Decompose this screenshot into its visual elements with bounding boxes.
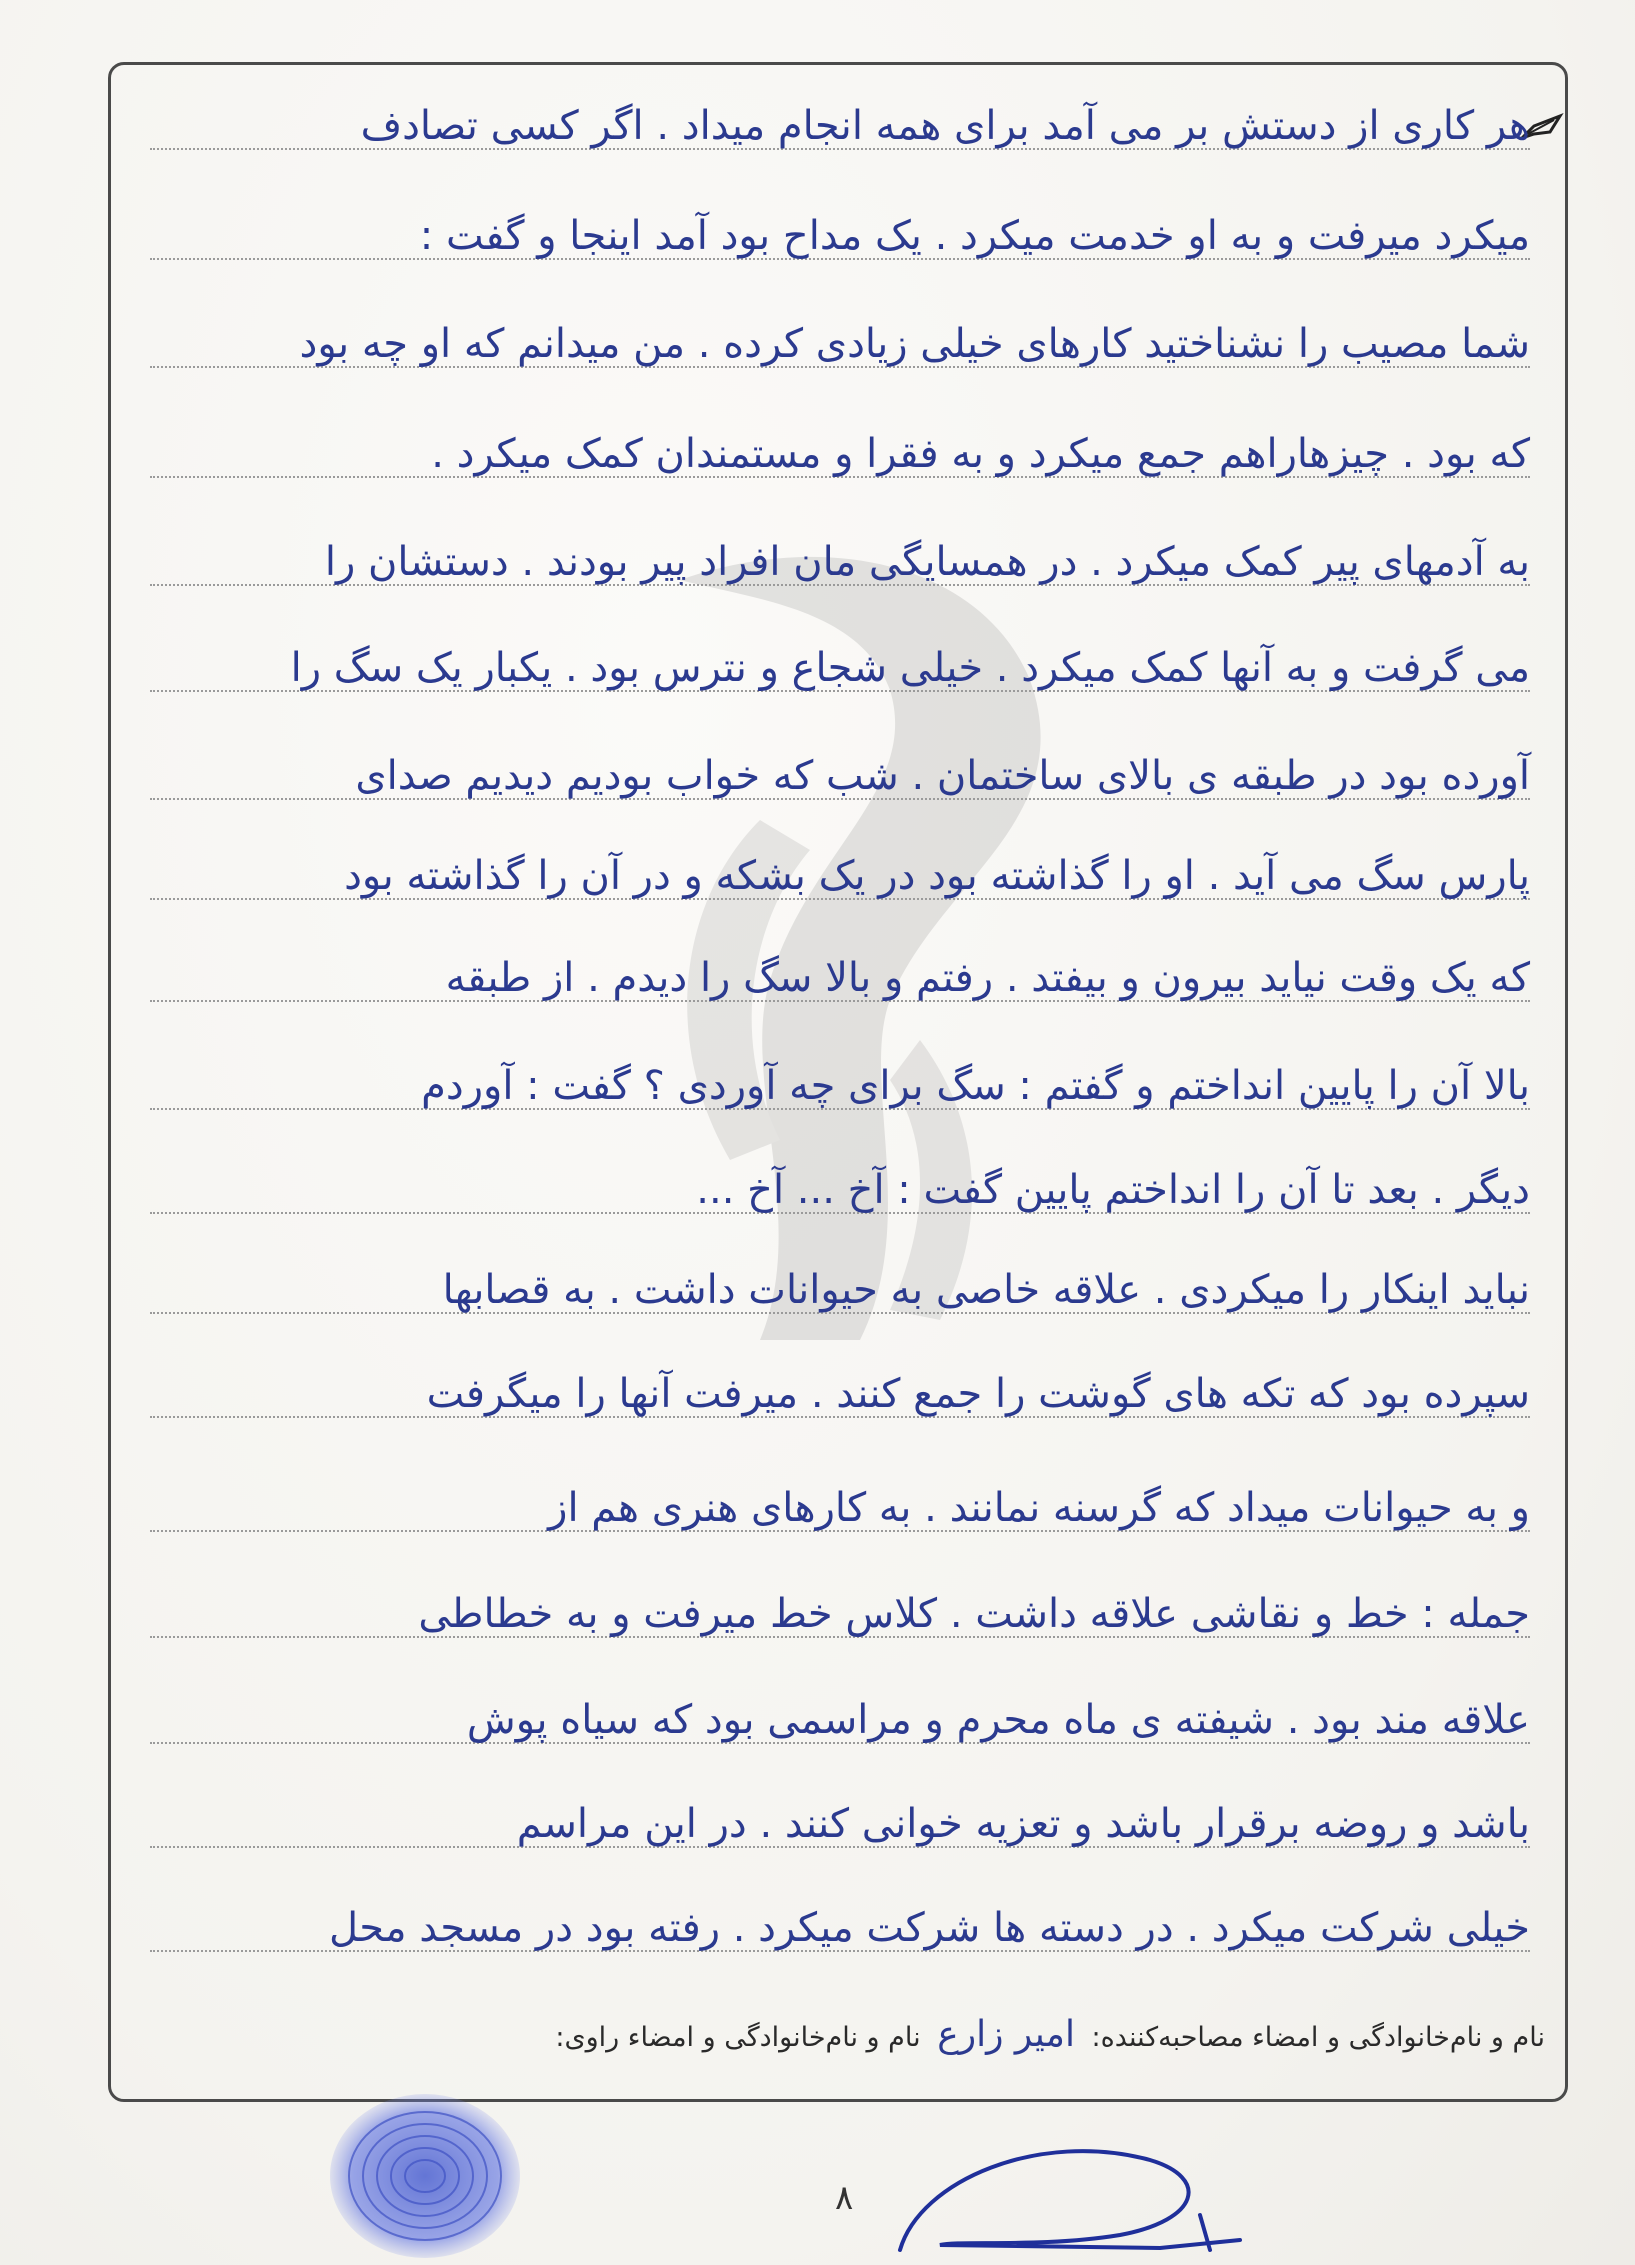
handwritten-line-2: میکرد میرفت و به او خدمت میکرد . یک مداح بود آمد اینجا و گفت : xyxy=(419,213,1530,259)
signature-scribble xyxy=(880,2120,1280,2265)
handwritten-line-11: دیگر . بعد تا آن را انداختم پایین گفت : آخ ... آخ ... xyxy=(696,1167,1530,1213)
handwritten-line-7: آورده بود در طبقه ی بالای ساختمان . شب که خواب بودیم دیدیم صدای xyxy=(355,753,1530,799)
handwritten-line-18: خیلی شرکت میکرد . در دسته ها شرکت میکرد . رفته بود در مسجد محل xyxy=(329,1905,1530,1951)
interviewer-name: امیر زارع xyxy=(937,2014,1075,2055)
page-number: ۸ xyxy=(835,2178,854,2218)
handwritten-line-10: بالا آن را پایین انداختم و گفتم : سگ برای چه آوردی ؟ گفت : آوردم xyxy=(421,1063,1530,1109)
handwritten-line-8: پارس سگ می آید . او را گذاشته بود در یک بشکه و در آن را گذاشته بود xyxy=(344,853,1530,899)
handwritten-line-4: که بود . چیزهاراهم جمع میکرد و به فقرا و مستمندان کمک میکرد . xyxy=(431,431,1530,477)
footer-signature-labels xyxy=(555,2014,1545,2055)
handwritten-line-12: نباید اینکار را میکردی . علاقه خاصی به حیوانات داشت . به قصابها xyxy=(442,1267,1530,1313)
handwritten-line-6: می گرفت و به آنها کمک میکرد . خیلی شجاع و نترس بود . یکبار یک سگ را xyxy=(290,645,1530,691)
handwritten-line-3: شما مصیب را نشناختید کارهای خیلی زیادی کرده . من میدانم که او چه بود xyxy=(299,321,1530,367)
handwritten-line-15: جمله : خط و نقاشی علاقه داشت . کلاس خط میرفت و به خطاطی xyxy=(418,1591,1530,1637)
handwritten-line-16: علاقه مند بود . شیفته ی ماه محرم و مراسمی بود که سیاه پوش xyxy=(466,1697,1530,1743)
narrator-label: نام و نام‌خانوادگی و امضاء راوی: xyxy=(555,2022,921,2053)
handwritten-line-13: سپرده بود که تکه های گوشت را جمع کنند . میرفت آنها را میگرفت xyxy=(426,1371,1530,1417)
handwritten-line-9: که یک وقت نیاید بیرون و بیفتد . رفتم و بالا سگ را دیدم . از طبقه xyxy=(445,955,1530,1001)
handwritten-line-1: هر کاری از دستش بر می آمد برای همه انجام میداد . اگر کسی تصادف xyxy=(360,103,1530,149)
handwritten-line-5: به آدمهای پیر کمک میکرد . در همسایگی مان افراد پیر بودند . دستشان را xyxy=(324,539,1530,585)
handwritten-line-17: باشد و روضه برقرار باشد و تعزیه خوانی کنند . در این مراسم xyxy=(516,1801,1530,1847)
handwritten-line-14: و به حیوانات میداد که گرسنه نمانند . به کارهای هنری هم از xyxy=(548,1485,1530,1531)
fingerprint-mark xyxy=(325,2088,525,2263)
interviewer-label: نام و نام‌خانوادگی و امضاء مصاحبه‌کننده: xyxy=(1091,2022,1545,2053)
